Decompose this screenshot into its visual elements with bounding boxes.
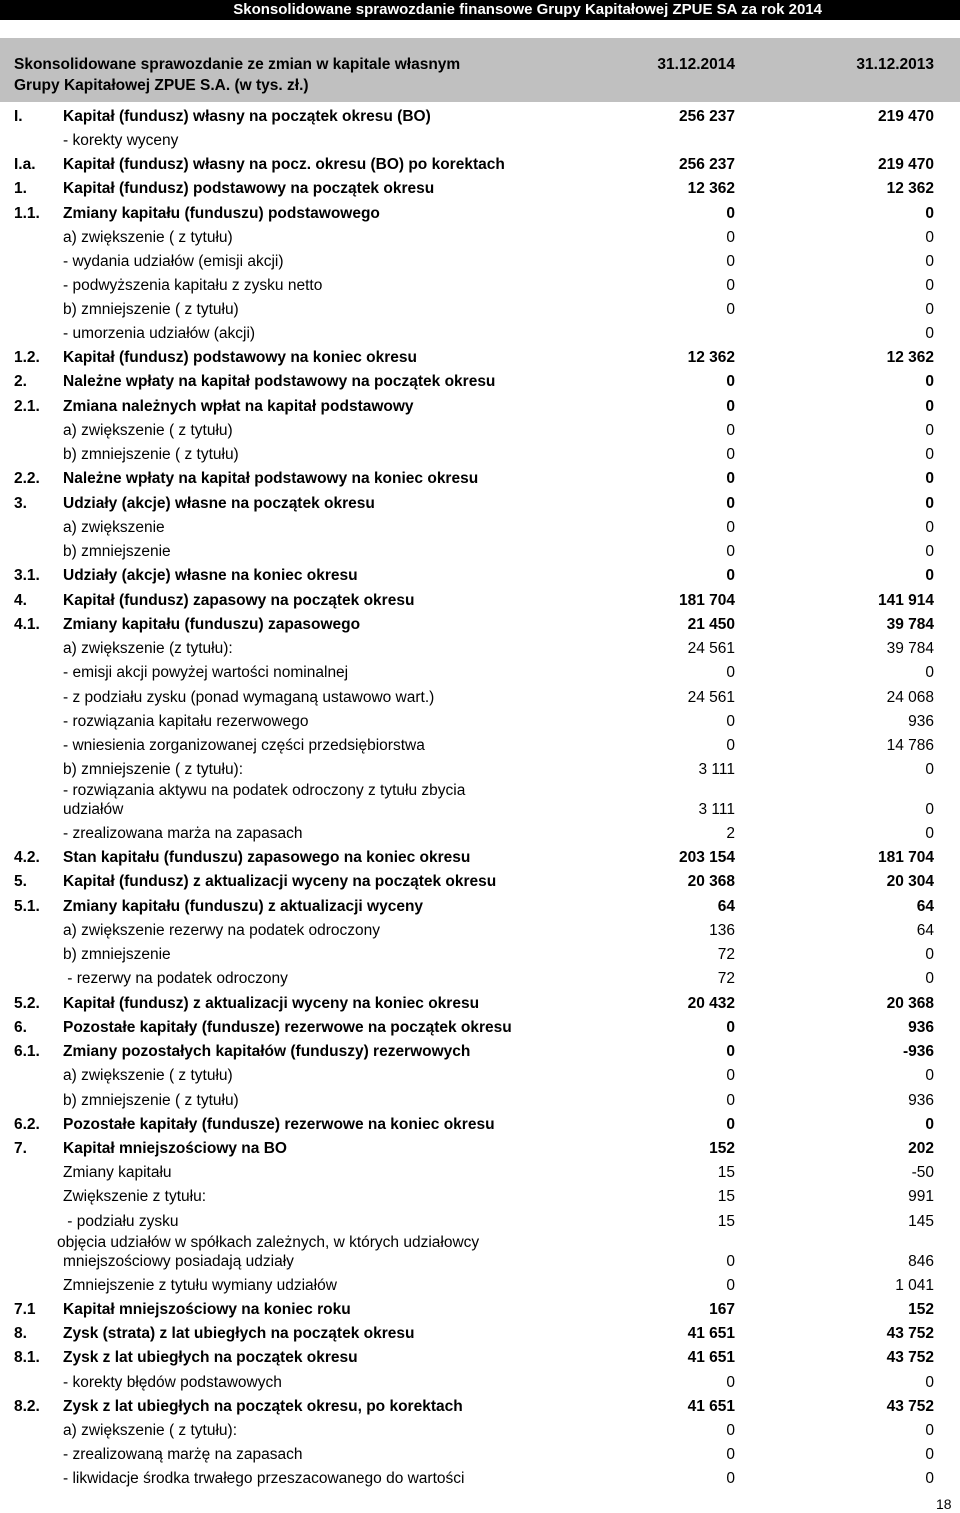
- row-number: 2.2.: [14, 470, 40, 487]
- row-value-2013: 0: [925, 422, 934, 439]
- row-value-2014: 41 651: [687, 1325, 735, 1342]
- row-label: Zysk z lat ubiegłych na początek okresu, po korektach: [63, 1398, 463, 1415]
- row-value-2013: 0: [925, 229, 934, 246]
- row-label: Należne wpłaty na kapitał podstawowy na koniec okresu: [63, 470, 479, 487]
- row-value-2014: 72: [717, 970, 735, 987]
- row-value-2014: 0: [726, 470, 735, 487]
- row-value-2013: 0: [925, 1116, 934, 1133]
- row-label: b) zmniejszenie: [63, 543, 171, 560]
- column-header-2013: 31.12.2013: [856, 56, 934, 73]
- row-number: 7.1: [14, 1301, 36, 1318]
- row-value-2014: 0: [726, 1116, 735, 1133]
- row-number: 1.: [14, 180, 27, 197]
- row-value-2013: 0: [925, 1067, 934, 1084]
- row-label: Pozostałe kapitały (fundusze) rezerwowe na koniec okresu: [63, 1116, 495, 1133]
- row-value-2013: 846: [908, 1253, 934, 1270]
- row-label: - rezerwy na podatek odroczony: [63, 970, 288, 987]
- row-value-2013: 0: [925, 519, 934, 536]
- row-value-2014: 12 362: [687, 349, 735, 366]
- row-label: - likwidacje środka trwałego przeszacowanego do wartości: [63, 1470, 465, 1487]
- row-label: a) zwiększenie rezerwy na podatek odroczony: [63, 922, 381, 939]
- row-number: 8.: [14, 1325, 27, 1342]
- row-value-2013: 0: [925, 1422, 934, 1439]
- row-value-2013: 20 304: [886, 873, 934, 890]
- row-label: Zmiana należnych wpłat na kapitał podstawowy: [63, 398, 414, 415]
- row-label: - korekty wyceny: [63, 132, 179, 149]
- row-label: Udziały (akcje) własne na początek okresu: [63, 495, 375, 512]
- row-value-2013: 0: [925, 543, 934, 560]
- row-label: b) zmniejszenie ( z tytułu):: [63, 761, 244, 778]
- row-label: Kapitał mniejszościowy na BO: [63, 1140, 287, 1157]
- row-value-2013: 12 362: [886, 349, 934, 366]
- row-label: Udziały (akcje) własne na koniec okresu: [63, 567, 358, 584]
- row-value-2014: 0: [726, 1470, 735, 1487]
- row-value-2014: 0: [726, 1092, 735, 1109]
- table-header: [0, 38, 960, 102]
- row-value-2014: 21 450: [687, 616, 735, 633]
- row-value-2014: 24 561: [687, 689, 735, 706]
- row-value-2013: 936: [908, 1092, 934, 1109]
- row-label: - zrealizowana marża na zapasach: [63, 825, 303, 842]
- row-label: Zwiększenie z tytułu:: [63, 1188, 206, 1205]
- row-value-2014: 20 368: [687, 873, 735, 890]
- row-value-2013: 152: [908, 1301, 934, 1318]
- row-number: 6.1.: [14, 1043, 40, 1060]
- row-label: Zmiany pozostałych kapitałów (funduszy) rezerwowych: [63, 1043, 471, 1060]
- row-value-2014: 0: [726, 446, 735, 463]
- row-value-2014: 0: [726, 1277, 735, 1294]
- row-value-2013: 141 914: [877, 592, 934, 609]
- row-value-2013: 145: [908, 1213, 934, 1230]
- row-value-2013: 0: [925, 301, 934, 318]
- row-value-2014: 0: [726, 277, 735, 294]
- row-value-2014: 64: [717, 898, 735, 915]
- row-number: 6.2.: [14, 1116, 40, 1133]
- row-value-2014: 0: [726, 205, 735, 222]
- row-label: b) zmniejszenie ( z tytułu): [63, 301, 239, 318]
- row-value-2014: 24 561: [687, 640, 735, 657]
- row-label: Pozostałe kapitały (fundusze) rezerwowe na początek okresu: [63, 1019, 512, 1036]
- row-value-2013: 64: [916, 922, 934, 939]
- row-label: b) zmniejszenie ( z tytułu): [63, 446, 239, 463]
- row-label: Kapitał (fundusz) podstawowy na koniec okresu: [63, 349, 417, 366]
- row-label: b) zmniejszenie: [63, 946, 171, 963]
- row-value-2013: 43 752: [886, 1398, 934, 1415]
- row-value-2014: 0: [726, 567, 735, 584]
- row-number: 6.: [14, 1019, 27, 1036]
- row-number: 5.: [14, 873, 27, 890]
- row-value-2013: 43 752: [886, 1349, 934, 1366]
- row-value-2014: 0: [726, 229, 735, 246]
- row-label: a) zwiększenie ( z tytułu): [63, 422, 233, 439]
- row-value-2013: 0: [925, 205, 934, 222]
- row-label: Kapitał (fundusz) z aktualizacji wyceny na początek okresu: [63, 873, 497, 890]
- row-label: Kapitał (fundusz) z aktualizacji wyceny na koniec okresu: [63, 995, 480, 1012]
- row-label: Kapitał (fundusz) własny na początek okresu (BO): [63, 108, 431, 125]
- row-label: - rozwiązania aktywu na podatek odroczony z tytułu zbycia: [63, 782, 466, 799]
- row-value-2014: 3 111: [698, 761, 735, 778]
- document-header-title: Skonsolidowane sprawozdanie finansowe Grupy Kapitałowej ZPUE SA za rok 2014: [233, 1, 822, 18]
- row-value-2014: 2: [726, 825, 735, 842]
- row-value-2013: 202: [908, 1140, 934, 1157]
- row-label: - korekty błędów podstawowych: [63, 1374, 282, 1391]
- row-value-2014: 0: [726, 519, 735, 536]
- row-value-2013: 64: [916, 898, 934, 915]
- row-number: 2.: [14, 373, 27, 390]
- row-number: 4.: [14, 592, 27, 609]
- row-value-2014: 0: [726, 1043, 735, 1060]
- row-value-2013: 0: [925, 946, 934, 963]
- row-label: - wydania udziałów (emisji akcji): [63, 253, 284, 270]
- row-number: 1.2.: [14, 349, 40, 366]
- row-label: Stan kapitału (funduszu) zapasowego na koniec okresu: [63, 849, 471, 866]
- row-value-2014: 72: [717, 946, 735, 963]
- row-value-2014: 0: [726, 1253, 735, 1270]
- row-value-2014: 15: [717, 1188, 735, 1205]
- row-value-2014: 0: [726, 1067, 735, 1084]
- row-value-2014: 152: [709, 1140, 735, 1157]
- row-value-2014: 0: [726, 301, 735, 318]
- row-value-2014: 0: [726, 373, 735, 390]
- row-label: - rozwiązania kapitału rezerwowego: [63, 713, 309, 730]
- row-label: a) zwiększenie: [63, 519, 165, 536]
- row-value-2014: 0: [726, 1446, 735, 1463]
- row-value-2014: 15: [717, 1213, 735, 1230]
- row-label: a) zwiększenie (z tytułu):: [63, 640, 233, 657]
- row-label: Kapitał (fundusz) podstawowy na początek okresu: [63, 180, 435, 197]
- row-value-2014: 0: [726, 1422, 735, 1439]
- row-label: b) zmniejszenie ( z tytułu): [63, 1092, 239, 1109]
- row-value-2014: 136: [709, 922, 735, 939]
- row-value-2013: 936: [908, 1019, 934, 1036]
- row-value-2013: 14 786: [886, 737, 934, 754]
- row-label: - podziału zysku: [63, 1213, 179, 1230]
- row-value-2013: 0: [925, 398, 934, 415]
- row-number: 8.1.: [14, 1349, 40, 1366]
- table-title: [14, 54, 574, 96]
- row-value-2013: -50: [911, 1164, 934, 1181]
- row-label: Zysk z lat ubiegłych na początek okresu: [63, 1349, 358, 1366]
- row-value-2013: 0: [925, 1374, 934, 1391]
- row-value-2013: 0: [925, 970, 934, 987]
- row-value-2014: 0: [726, 713, 735, 730]
- row-value-2013: 0: [925, 470, 934, 487]
- row-value-2014: 0: [726, 398, 735, 415]
- row-number: 8.2.: [14, 1398, 40, 1415]
- row-value-2013: -936: [902, 1043, 934, 1060]
- row-value-2014: 0: [726, 1019, 735, 1036]
- row-value-2013: 0: [925, 1446, 934, 1463]
- row-value-2014: 0: [726, 1374, 735, 1391]
- row-value-2014: 20 432: [687, 995, 735, 1012]
- row-label: Kapitał (fundusz) zapasowy na początek okresu: [63, 592, 415, 609]
- row-value-2013: 0: [925, 373, 934, 390]
- row-label: a) zwiększenie ( z tytułu): [63, 1067, 233, 1084]
- row-value-2014: 12 362: [687, 180, 735, 197]
- row-label: Zmiany kapitału (funduszu) zapasowego: [63, 616, 361, 633]
- row-value-2013: 0: [925, 446, 934, 463]
- table-title-line2: Grupy Kapitałowej ZPUE S.A. (w tys. zł.): [14, 77, 309, 94]
- row-number: 1.1.: [14, 205, 40, 222]
- page-number: 18: [936, 1496, 952, 1512]
- row-value-2013: 219 470: [877, 156, 934, 173]
- row-value-2013: 0: [925, 277, 934, 294]
- column-header-2014: 31.12.2014: [657, 56, 735, 73]
- row-value-2014: 15: [717, 1164, 735, 1181]
- row-value-2013: 181 704: [877, 849, 934, 866]
- row-number: 5.1.: [14, 898, 40, 915]
- row-label: Zysk (strata) z lat ubiegłych na początek okresu: [63, 1325, 415, 1342]
- row-value-2014: 0: [726, 495, 735, 512]
- row-label: a) zwiększenie ( z tytułu): [63, 229, 233, 246]
- row-value-2013: 0: [925, 761, 934, 778]
- row-label: - emisji akcji powyżej wartości nominalnej: [63, 664, 349, 681]
- row-value-2014: 181 704: [678, 592, 735, 609]
- row-value-2013: 0: [925, 495, 934, 512]
- row-value-2014: 0: [726, 737, 735, 754]
- row-value-2014: 0: [726, 422, 735, 439]
- table-title-line1: Skonsolidowane sprawozdanie ze zmian w kapitale własnym: [14, 56, 461, 73]
- row-value-2013: 0: [925, 325, 934, 342]
- row-value-2014: 0: [726, 664, 735, 681]
- row-label: Kapitał mniejszościowy na koniec roku: [63, 1301, 351, 1318]
- row-label: udziałów: [63, 801, 124, 818]
- row-label: - zrealizowaną marżę na zapasach: [63, 1446, 303, 1463]
- row-label: mniejszościowy posiadają udziały: [63, 1253, 294, 1270]
- row-number: I.a.: [14, 156, 36, 173]
- row-value-2013: 0: [925, 801, 934, 818]
- row-value-2013: 0: [925, 1470, 934, 1487]
- row-value-2013: 12 362: [886, 180, 934, 197]
- row-label: Zmiany kapitału (funduszu) z aktualizacji wyceny: [63, 898, 424, 915]
- row-value-2014: 256 237: [678, 108, 735, 125]
- row-label: Zmiany kapitału (funduszu) podstawowego: [63, 205, 380, 222]
- row-value-2013: 20 368: [886, 995, 934, 1012]
- row-label: - wniesienia zorganizowanej części przedsiębiorstwa: [63, 737, 425, 754]
- row-value-2014: 0: [726, 543, 735, 560]
- row-number: 3.: [14, 495, 27, 512]
- row-value-2013: 1 041: [895, 1277, 934, 1294]
- row-number: 2.1.: [14, 398, 40, 415]
- row-label: a) zwiększenie ( z tytułu):: [63, 1422, 237, 1439]
- row-value-2014: 41 651: [687, 1398, 735, 1415]
- row-value-2014: 256 237: [678, 156, 735, 173]
- row-value-2013: 0: [925, 567, 934, 584]
- row-value-2013: 0: [925, 253, 934, 270]
- row-number: 3.1.: [14, 567, 40, 584]
- row-value-2013: 43 752: [886, 1325, 934, 1342]
- row-value-2014: 203 154: [678, 849, 735, 866]
- row-value-2013: 219 470: [877, 108, 934, 125]
- row-number: 7.: [14, 1140, 27, 1157]
- row-label: - podwyższenia kapitału z zysku netto: [63, 277, 323, 294]
- row-value-2013: 24 068: [886, 689, 934, 706]
- row-label: - z podziału zysku (ponad wymaganą ustawowo wart.): [63, 689, 435, 706]
- row-value-2013: 0: [925, 664, 934, 681]
- row-value-2014: 0: [726, 253, 735, 270]
- row-value-2013: 39 784: [886, 616, 934, 633]
- row-value-2013: 39 784: [886, 640, 934, 657]
- row-label: objęcia udziałów w spółkach zależnych, w których udziałowcy: [57, 1234, 480, 1251]
- row-number: 4.1.: [14, 616, 40, 633]
- row-label: - umorzenia udziałów (akcji): [63, 325, 256, 342]
- row-value-2013: 991: [908, 1188, 934, 1205]
- row-value-2013: 936: [908, 713, 934, 730]
- row-value-2014: 3 111: [698, 801, 735, 818]
- document-header: [0, 0, 960, 20]
- row-number: I.: [14, 108, 23, 125]
- row-label: Zmniejszenie z tytułu wymiany udziałów: [63, 1277, 337, 1294]
- row-label: Zmiany kapitału: [63, 1164, 172, 1181]
- row-value-2014: 167: [709, 1301, 735, 1318]
- row-number: 4.2.: [14, 849, 40, 866]
- row-value-2013: 0: [925, 825, 934, 842]
- row-number: 5.2.: [14, 995, 40, 1012]
- row-label: Kapitał (fundusz) własny na pocz. okresu (BO) po korektach: [63, 156, 505, 173]
- row-label: Należne wpłaty na kapitał podstawowy na początek okresu: [63, 373, 496, 390]
- row-value-2014: 41 651: [687, 1349, 735, 1366]
